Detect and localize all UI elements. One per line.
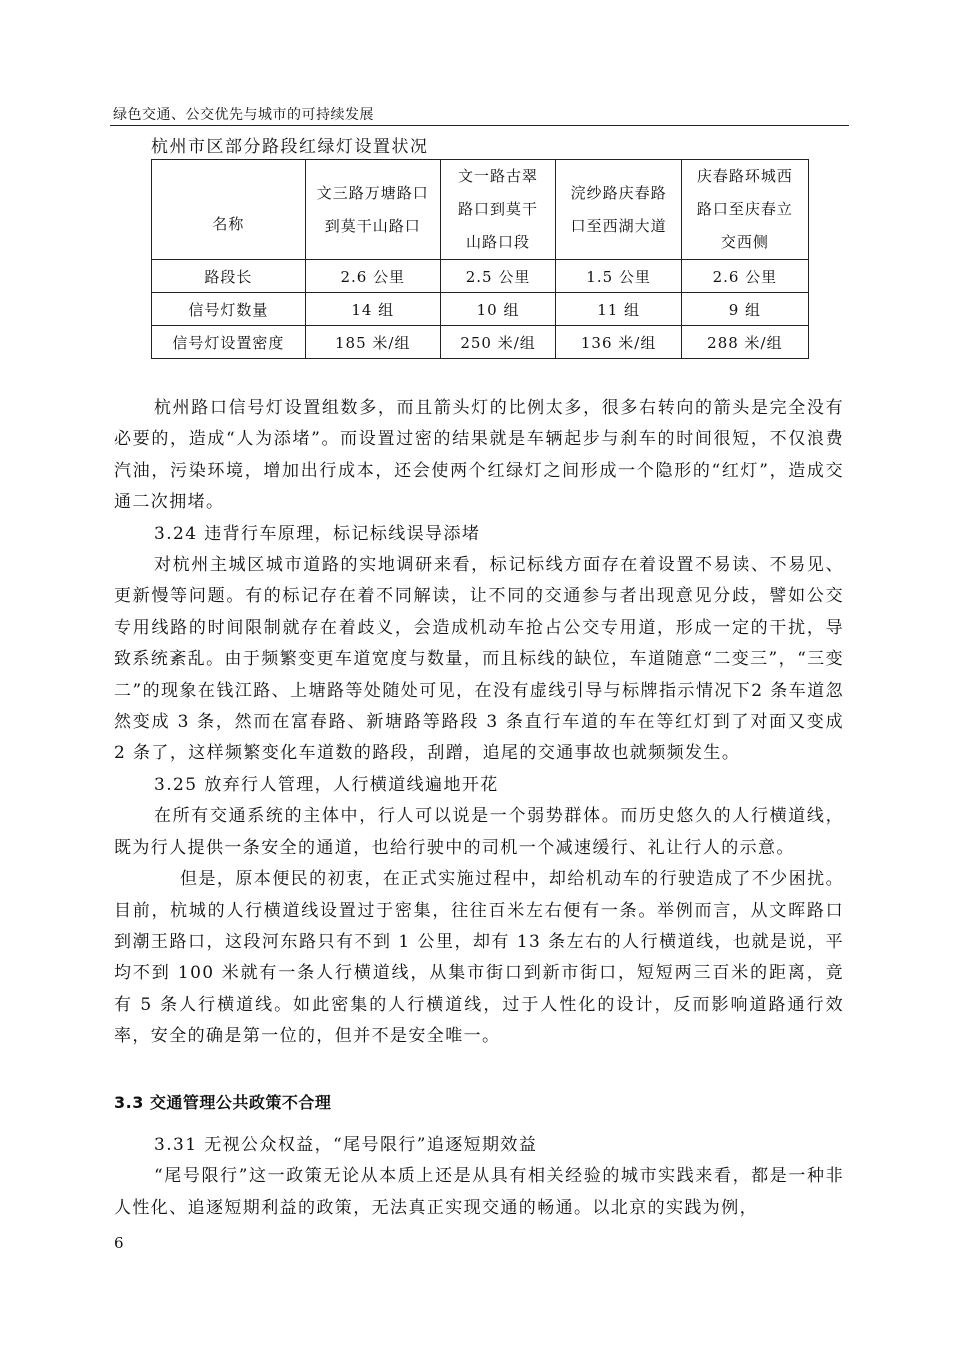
row-label: 信号灯设置密度 [152, 326, 306, 359]
header-col1-line1: 文三路万塘路口 [316, 183, 429, 202]
header-col2-cell [440, 160, 556, 260]
table-cell: 185 米/组 [305, 326, 440, 359]
table-cell: 136 米/组 [556, 326, 681, 359]
header-rule [110, 125, 849, 126]
header-col3-line2: 口至西湖大道 [570, 216, 667, 235]
table-row [152, 326, 809, 359]
paragraph-crosswalks: 但是，原本便民的初衷，在正式实施过程中，却给机动车的行驶造成了不少困扰。目前，杭城的人行横道线设置过于密集，往往百米左右便有一条。举例而言，从文晖路口到潮王路口，这段河东路只有不到 1 公里，却有 13 条左右的人行横道线，也就是说，平均不到 100 米就有一条人行横道线，从集市街口到新市街口，短短两三百米的距离，竟有 5 条人行横道线。如此密集的人行横道线，过于人性化的设计，反而影响道路通行效率，安全的确是第一位的，但并不是安全唯一。 [114, 869, 844, 1047]
header-col4-line1: 庆春路环城西 [696, 167, 793, 185]
header-col3-line1: 浣纱路庆春路 [570, 183, 667, 202]
header-col4-line3: 交西侧 [720, 233, 769, 251]
table-cell: 9 组 [681, 293, 808, 326]
table-cell: 10 组 [440, 293, 556, 326]
header-col1-cell [305, 160, 440, 260]
paragraph-pedestrians: 在所有交通系统的主体中，行人可以说是一个弱势群体。而历史悠久的人行横道线，既为行人提供一条安全的通道，也给行驶中的司机一个减速缓行、礼让行人的示意。 [114, 806, 844, 858]
subheading-3-31: 3.31 无视公众权益，“尾号限行”追逐短期效益 [154, 1135, 538, 1155]
table-row [152, 293, 809, 326]
header-col2-line1: 文一路古翠 [458, 167, 539, 185]
body-block-1 [114, 393, 844, 1053]
header-name-cell [152, 160, 306, 260]
section-heading-3-3: 3.3 交通管理公共政策不合理 [114, 1093, 332, 1112]
paragraph-signal-density: 杭州路口信号灯设置组数多，而且箭头灯的比例太多，很多右转向的箭头是完全没有必要的，造成“人为添堵”。而设置过密的结果就是车辆起步与刹车的时间很短，不仅浪费汽油，污染环境，增加出行成本，还会使两个红绿灯之间形成一个隐形的“红灯”，造成交通二次拥堵。 [114, 398, 844, 513]
row-label: 路段长 [152, 260, 306, 293]
page-number: 6 [114, 1234, 124, 1252]
header-col1-line2: 到莫干山路口 [324, 216, 421, 235]
table-cell: 2.5 公里 [440, 260, 556, 293]
table-cell: 288 米/组 [681, 326, 808, 359]
header-col4-line2: 路口至庆春立 [696, 200, 793, 218]
subheading-3-24: 3.24 违背行车原理，标记标线误导添堵 [154, 523, 481, 544]
header-col2-line3: 山路口段 [466, 233, 531, 251]
body-block-2 [114, 1130, 844, 1224]
table-cell: 2.6 公里 [681, 260, 808, 293]
traffic-light-table [151, 159, 809, 359]
table-cell: 11 组 [556, 293, 681, 326]
table-cell: 14 组 [305, 293, 440, 326]
table-caption: 杭州市区部分路段红绿灯设置状况 [151, 137, 429, 157]
table-cell: 1.5 公里 [556, 260, 681, 293]
header-name: 名称 [212, 215, 245, 233]
paragraph-plate-restriction: “尾号限行”这一政策无论从本质上还是从具有相关经验的城市实践来看，都是一种非人性化、追逐短期利益的政策，无法真正实现交通的畅通。以北京的实践为例， [114, 1166, 844, 1218]
table-cell: 250 米/组 [440, 326, 556, 359]
table-header-row [152, 160, 809, 260]
header-col3-cell [556, 160, 681, 260]
paragraph-markings: 对杭州主城区城市道路的实地调研来看，标记标线方面存在着设置不易读、不易见、更新慢等问题。有的标记存在着不同解读，让不同的交通参与者出现意见分歧，譬如公交专用线路的时间限制就存在着歧义，会造成机动车抢占公交专用道，形成一定的干扰，导致系统紊乱。由于频繁变更车道宽度与数量，而且标线的缺位，车道随意“二变三”，“三变二”的现象在钱江路、上塘路等处随处可见，在没有虚线引导与标牌指示情况下2 条车道忽然变成 3 条，然而在富春路、新塘路等路段 3 条直行车道的车在等红灯到了对面又变成 2 条了，这样频繁变化车道数的路段，刮蹭，追尾的交通事故也就频频发生。 [114, 555, 844, 764]
subheading-3-25: 3.25 放弃行人管理，人行横道线遍地开花 [154, 774, 499, 795]
table-row [152, 260, 809, 293]
running-header: 绿色交通、公交优先与城市的可持续发展 [113, 107, 374, 123]
table-cell: 2.6 公里 [305, 260, 440, 293]
row-label: 信号灯数量 [152, 293, 306, 326]
header-col2-line2: 路口到莫干 [458, 200, 539, 218]
header-col4-cell [681, 160, 808, 260]
